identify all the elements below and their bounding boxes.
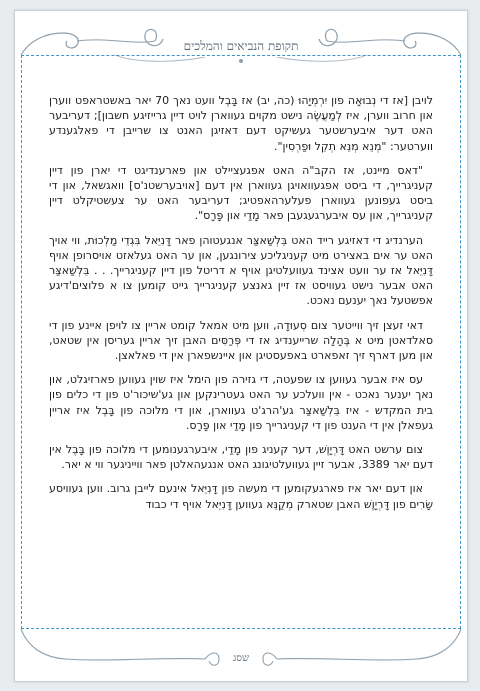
paragraph: לויבן [אז די נְבוּאָה פון יִרְמְיָהוּ (כה, יב) אז בָּבֶל וועט נאך 70 יאר באשטראפט ווערן און חרוב ווערן, איז לְמַעֲשֶׂה נישט מקוים געווארן לויט דיין גרייזיגע חשבון]; דעריבער האט דער איבערשטער געשיקט דעם דאזיגן האנט צו שרייבן די פאלגענדע ווערטער: "מְנֵא מְנֵא תְקֵל וּפַרְסִין". (49, 94, 433, 153)
paragraph: דאי זעצן זיך ווייטער צום סְעוּדָה, ווען מיט אמאל קומט אריין צו לויפן איינע פון די סאלדאטן מיט א בֶּהָלָה שרייענדיג אז די פְּרַסִּים האבן זיך אריין געריסן אין שטאט, און מען דארף זיך זאפארט באפעסטיגן און איינשפארן אין די פאלאצן. (49, 318, 433, 363)
page-number: שסג (232, 653, 250, 664)
paragraph: צום ערשט האט דָּרְיָוֶשׁ, דער קעניג פון מָדַי, איבערגענומען די מלוכה פון בָּבֶל אין דעם יאר 3389, אבער זיין געוועלטיגונג האט אנגעהאלטן פאר ווייניגער ווי א יאר. (49, 443, 433, 472)
document-page (14, 10, 468, 682)
page-footer (15, 629, 467, 681)
paragraph: הערנדיג די דאזיגע רייד האט בֵּלְשַׁאצַּר אנגעטוהן פאר דָּנִיֵּאל בִּגְדֵי מַלְכוּת, ווי אויך האט ער אים באצירט מיט קעניגליכע צירונגען, און ער האט געלאזט אויסרופן אויף דָּנִיֵּאל אז ער וועט אצינד געוועלטיגן אויף א דריטל פון דיין קעניגרייך. . . בֵּלְשַׁאצַּר האט אבער נישט געוויסט אז זיין גאנצע קעניגרייך גייט קומען צו א פלוצים'דיגע אפשטעל נאך יענעם נאכט. (49, 233, 433, 308)
paragraph: און דעם יאר איז פארגעקומען די מעשה פון דָּנִיֵּאל אינעם לייבן גרוב. ווען געוויסע שָׂרִים פון דָּרְיָוֶשׁ האבן שטארק מְקַנֵּא געווען דָּנִיֵּאל אויף די כבוד (49, 482, 433, 511)
paragraph: "דאס מיינט, אז הקב"ה האט אפגעציילט און פארענדיגט די יארן פון דיין קעניגרייך, די ביסט אפגעוואויגן געווארן אין דעם [אויבערשטנ'ס] וואגשאל, און די ביסט געפונען געווארן פעלערהאפטיג; דעריבער האט ער צעשטיקלט דיין קעניגרייך, און עס איבערגעגעבן פאר מָדַי און פָּרָס". (49, 163, 433, 223)
main-text (49, 93, 433, 613)
paragraph: עס איז אבער געווען צו שפעטה, די גזירה פון הימל איז שוין געווען פארזיגלט, און נאך יענער נאכט - אין וועלכע ער האט געטרינקען און גע'שיכור'ט פון די כלים פון בית המקדש - איז בֵּלְשַׁאצַּר גע'הרג'ט געווארן, און די מלוכה פון בָּבֶל איז אריין געפאלן אין די הענט פון די קעניגרייך פון מָדַי און פָּרָס. (49, 373, 433, 432)
running-header-title: תקופת הנביאים והמלכים (165, 35, 317, 57)
